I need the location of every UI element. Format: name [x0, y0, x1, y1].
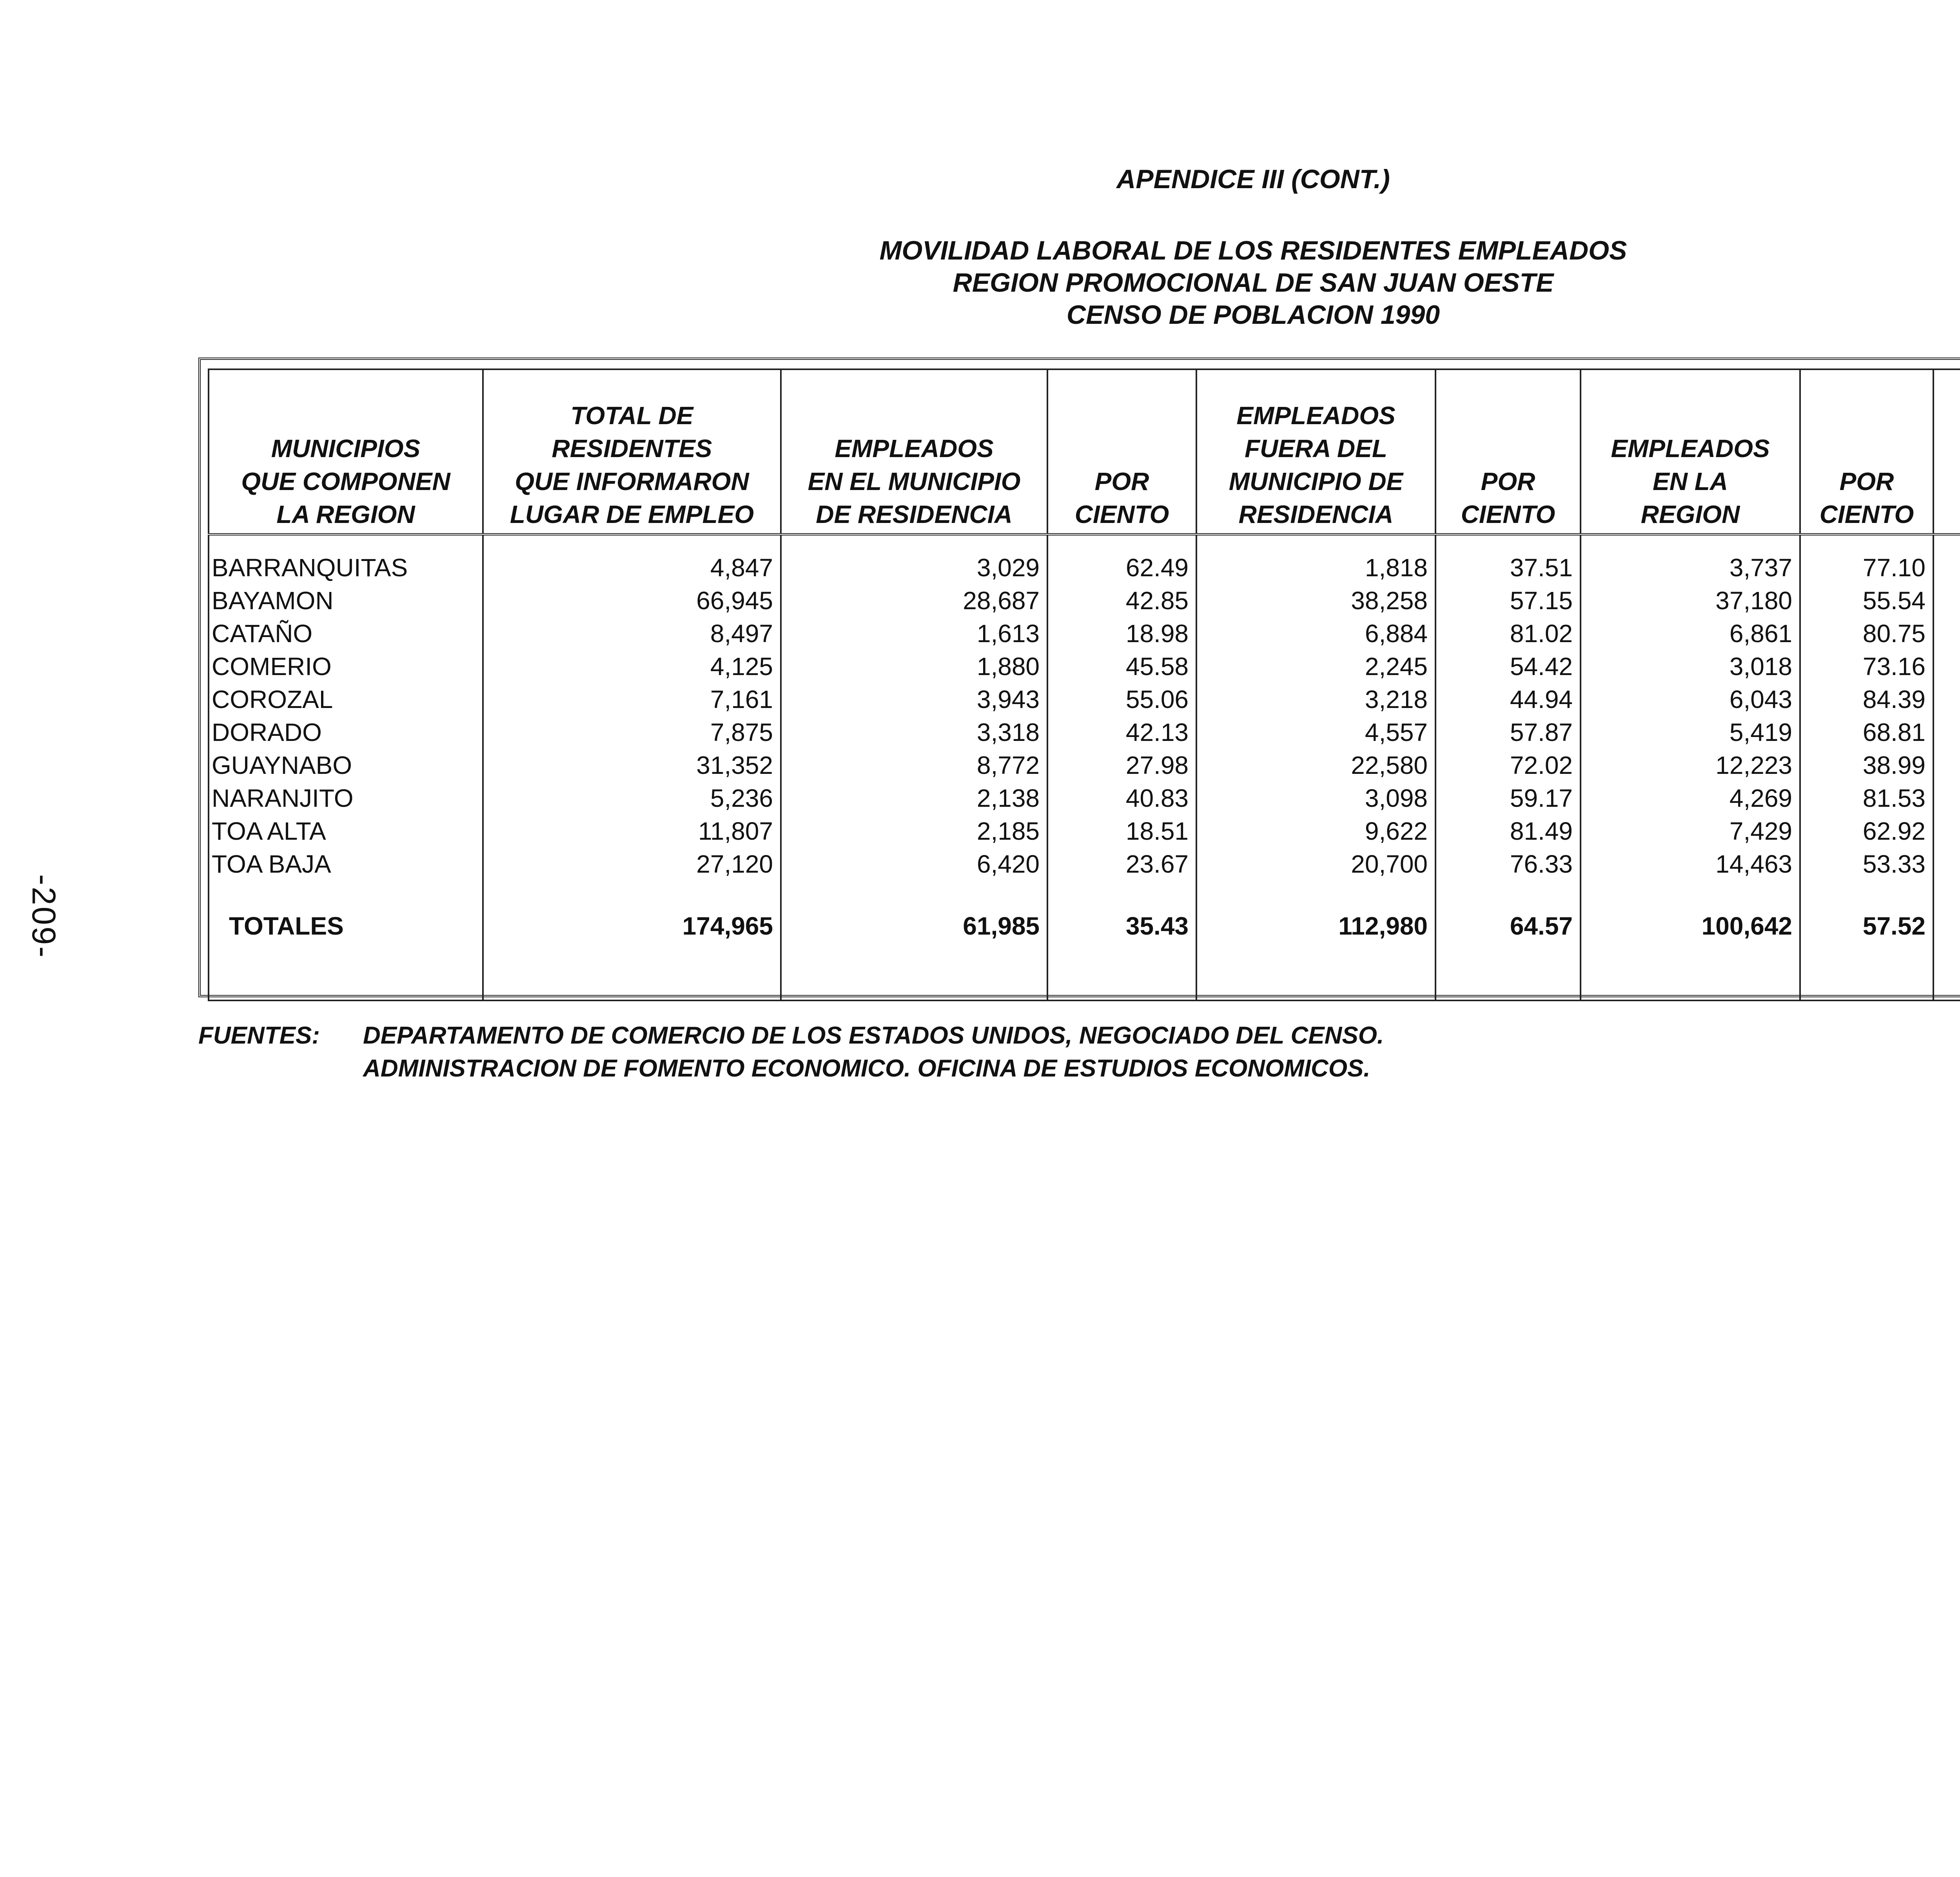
cell-empleados-municipio: 3,029 — [781, 551, 1047, 584]
cell-por-ciento-3: 73.16 — [1800, 650, 1933, 683]
cell-total-residentes: 66,945 — [483, 584, 781, 617]
sources-label: FUENTES: — [198, 1022, 320, 1049]
cell-empleados-fuera-region — [1933, 749, 1960, 782]
cell-empleados-region: 37,180 — [1581, 584, 1800, 617]
cell-total-residentes: 4,125 — [483, 650, 781, 683]
cell-por-ciento-3: 81.53 — [1800, 782, 1933, 815]
cell-total-residentes: 5,236 — [483, 782, 781, 815]
cell-empleados-municipio: 1,613 — [781, 617, 1047, 650]
cell-empleados-municipio: 2,185 — [781, 815, 1047, 848]
cell-empleados-fuera-municipio: 38,258 — [1196, 584, 1436, 617]
cell-por-ciento-3: 53.33 — [1800, 848, 1933, 880]
cell-por-ciento-1: 18.51 — [1047, 815, 1196, 848]
cell-empleados-municipio: 3,943 — [781, 683, 1047, 716]
cell-empleados-region: 3,737 — [1581, 551, 1800, 584]
sources-text-1: DEPARTAMENTO DE COMERCIO DE LOS ESTADOS UNIDOS, NEGOCIADO DEL CENSO. — [363, 1022, 1384, 1049]
cell-por-ciento-3: 38.99 — [1800, 749, 1933, 782]
header-row — [209, 369, 1960, 534]
cell-por-ciento-1: 23.67 — [1047, 848, 1196, 880]
cell-empleados-municipio: 28,687 — [781, 584, 1047, 617]
cell-por-ciento-2: 59.17 — [1436, 782, 1581, 815]
cell-empleados-municipio: 6,420 — [781, 848, 1047, 880]
cell-por-ciento-3: 84.39 — [1800, 683, 1933, 716]
totals-por-ciento-1: 35.43 — [1047, 896, 1196, 1000]
cell-empleados-municipio: 2,138 — [781, 782, 1047, 815]
cell-empleados-region: 6,861 — [1581, 617, 1800, 650]
cell-por-ciento-1: 42.13 — [1047, 716, 1196, 749]
cell-empleados-fuera-municipio: 3,098 — [1196, 782, 1436, 815]
cell-empleados-fuera-municipio: 2,245 — [1196, 650, 1436, 683]
cell-por-ciento-2: 37.51 — [1436, 551, 1581, 584]
cell-por-ciento-2: 81.02 — [1436, 617, 1581, 650]
cell-empleados-fuera-region — [1933, 782, 1960, 815]
cell-empleados-fuera-region — [1933, 848, 1960, 880]
page-number: -209- — [25, 874, 62, 959]
cell-por-ciento-1: 42.85 — [1047, 584, 1196, 617]
table-title-line-2: REGION PROMOCIONAL DE SAN JUAN OESTE — [953, 268, 1554, 298]
cell-empleados-fuera-region — [1933, 683, 1960, 716]
totals-empleados-fuera-region — [1933, 896, 1960, 1000]
table-row — [209, 551, 1960, 584]
cell-empleados-fuera-municipio: 3,218 — [1196, 683, 1436, 716]
table-row — [209, 716, 1960, 749]
spacer-row — [209, 534, 1960, 551]
appendix-title: APENDICE III (CONT.) — [1116, 164, 1390, 194]
cell-empleados-fuera-municipio: 1,818 — [1196, 551, 1436, 584]
table-row — [209, 683, 1960, 716]
cell-por-ciento-2: 81.49 — [1436, 815, 1581, 848]
table-row — [209, 617, 1960, 650]
cell-empleados-fuera-region — [1933, 716, 1960, 749]
col-header-empleados-region: EMPLEADOS EN LA REGION — [1581, 369, 1800, 534]
cell-municipio: CATAÑO — [209, 617, 483, 650]
cell-empleados-municipio: 1,880 — [781, 650, 1047, 683]
cell-municipio: GUAYNABO — [209, 749, 483, 782]
cell-por-ciento-3: 77.10 — [1800, 551, 1933, 584]
sources-line-1 — [198, 1019, 1384, 1052]
cell-municipio: BARRANQUITAS — [209, 551, 483, 584]
cell-por-ciento-3: 55.54 — [1800, 584, 1933, 617]
spacer-row — [209, 880, 1960, 896]
totals-por-ciento-2: 64.57 — [1436, 896, 1581, 1000]
cell-empleados-fuera-region — [1933, 650, 1960, 683]
cell-empleados-fuera-municipio: 9,622 — [1196, 815, 1436, 848]
totals-empleados-fuera-municipio: 112,980 — [1196, 896, 1436, 1000]
cell-por-ciento-3: 62.92 — [1800, 815, 1933, 848]
col-header-empleados-fuera-municipio: EMPLEADOS FUERA DEL MUNICIPIO DE RESIDENCIA — [1196, 369, 1436, 534]
cell-empleados-fuera-municipio: 4,557 — [1196, 716, 1436, 749]
cell-por-ciento-1: 45.58 — [1047, 650, 1196, 683]
cell-empleados-region: 12,223 — [1581, 749, 1800, 782]
cell-por-ciento-2: 57.87 — [1436, 716, 1581, 749]
labor-mobility-table — [208, 369, 1960, 1001]
table-title-line-1: MOVILIDAD LABORAL DE LOS RESIDENTES EMPLEADOS — [879, 236, 1627, 265]
totals-empleados-region: 100,642 — [1581, 896, 1800, 1000]
cell-empleados-fuera-municipio: 20,700 — [1196, 848, 1436, 880]
col-header-total-residentes: TOTAL DE RESIDENTES QUE INFORMARON LUGAR DE EMPLEO — [483, 369, 781, 534]
cell-total-residentes: 11,807 — [483, 815, 781, 848]
cell-por-ciento-2: 57.15 — [1436, 584, 1581, 617]
totals-empleados-municipio: 61,985 — [781, 896, 1047, 1000]
cell-empleados-municipio: 8,772 — [781, 749, 1047, 782]
cell-por-ciento-2: 76.33 — [1436, 848, 1581, 880]
cell-empleados-region: 14,463 — [1581, 848, 1800, 880]
cell-por-ciento-1: 40.83 — [1047, 782, 1196, 815]
totals-row — [209, 896, 1960, 1000]
cell-total-residentes: 27,120 — [483, 848, 781, 880]
cell-por-ciento-1: 18.98 — [1047, 617, 1196, 650]
cell-empleados-fuera-region — [1933, 551, 1960, 584]
col-header-empleados-fuera-region — [1933, 369, 1960, 534]
table-row — [209, 782, 1960, 815]
cell-empleados-region: 6,043 — [1581, 683, 1800, 716]
cell-municipio: DORADO — [209, 716, 483, 749]
cell-municipio: COROZAL — [209, 683, 483, 716]
cell-empleados-fuera-municipio: 22,580 — [1196, 749, 1436, 782]
table-row — [209, 584, 1960, 617]
cell-total-residentes: 7,161 — [483, 683, 781, 716]
cell-por-ciento-3: 68.81 — [1800, 716, 1933, 749]
cell-por-ciento-2: 72.02 — [1436, 749, 1581, 782]
col-header-municipios: MUNICIPIOS QUE COMPONEN LA REGION — [209, 369, 483, 534]
cell-municipio: COMERIO — [209, 650, 483, 683]
cell-municipio: TOA BAJA — [209, 848, 483, 880]
table-body — [209, 534, 1960, 896]
cell-empleados-region: 7,429 — [1581, 815, 1800, 848]
cell-municipio: BAYAMON — [209, 584, 483, 617]
cell-por-ciento-3: 80.75 — [1800, 617, 1933, 650]
cell-empleados-fuera-region — [1933, 815, 1960, 848]
table-row — [209, 749, 1960, 782]
cell-empleados-fuera-municipio: 6,884 — [1196, 617, 1436, 650]
sources-text-2: ADMINISTRACION DE FOMENTO ECONOMICO. OFICINA DE ESTUDIOS ECONOMICOS. — [363, 1055, 1370, 1082]
col-header-por-ciento-1: POR CIENTO — [1047, 369, 1196, 534]
col-header-empleados-municipio: EMPLEADOS EN EL MUNICIPIO DE RESIDENCIA — [781, 369, 1047, 534]
cell-empleados-municipio: 3,318 — [781, 716, 1047, 749]
cell-empleados-fuera-region — [1933, 617, 1960, 650]
sources-note — [198, 1019, 1384, 1085]
table-row — [209, 815, 1960, 848]
cell-municipio: NARANJITO — [209, 782, 483, 815]
table-row — [209, 848, 1960, 880]
cell-por-ciento-1: 55.06 — [1047, 683, 1196, 716]
cell-empleados-region: 5,419 — [1581, 716, 1800, 749]
table-row — [209, 650, 1960, 683]
cell-por-ciento-1: 62.49 — [1047, 551, 1196, 584]
cell-total-residentes: 4,847 — [483, 551, 781, 584]
totals-label: TOTALES — [209, 896, 483, 1000]
cell-por-ciento-2: 54.42 — [1436, 650, 1581, 683]
cell-total-residentes: 31,352 — [483, 749, 781, 782]
cell-empleados-region: 4,269 — [1581, 782, 1800, 815]
totals-total-residentes: 174,965 — [483, 896, 781, 1000]
cell-por-ciento-2: 44.94 — [1436, 683, 1581, 716]
col-header-por-ciento-2: POR CIENTO — [1436, 369, 1581, 534]
col-header-por-ciento-3: POR CIENTO — [1800, 369, 1933, 534]
cell-total-residentes: 7,875 — [483, 716, 781, 749]
cell-municipio: TOA ALTA — [209, 815, 483, 848]
totals-por-ciento-3: 57.52 — [1800, 896, 1933, 1000]
cell-por-ciento-1: 27.98 — [1047, 749, 1196, 782]
table-title-line-3: CENSO DE POBLACION 1990 — [1066, 300, 1440, 330]
cell-empleados-region: 3,018 — [1581, 650, 1800, 683]
cell-empleados-fuera-region — [1933, 584, 1960, 617]
cell-total-residentes: 8,497 — [483, 617, 781, 650]
